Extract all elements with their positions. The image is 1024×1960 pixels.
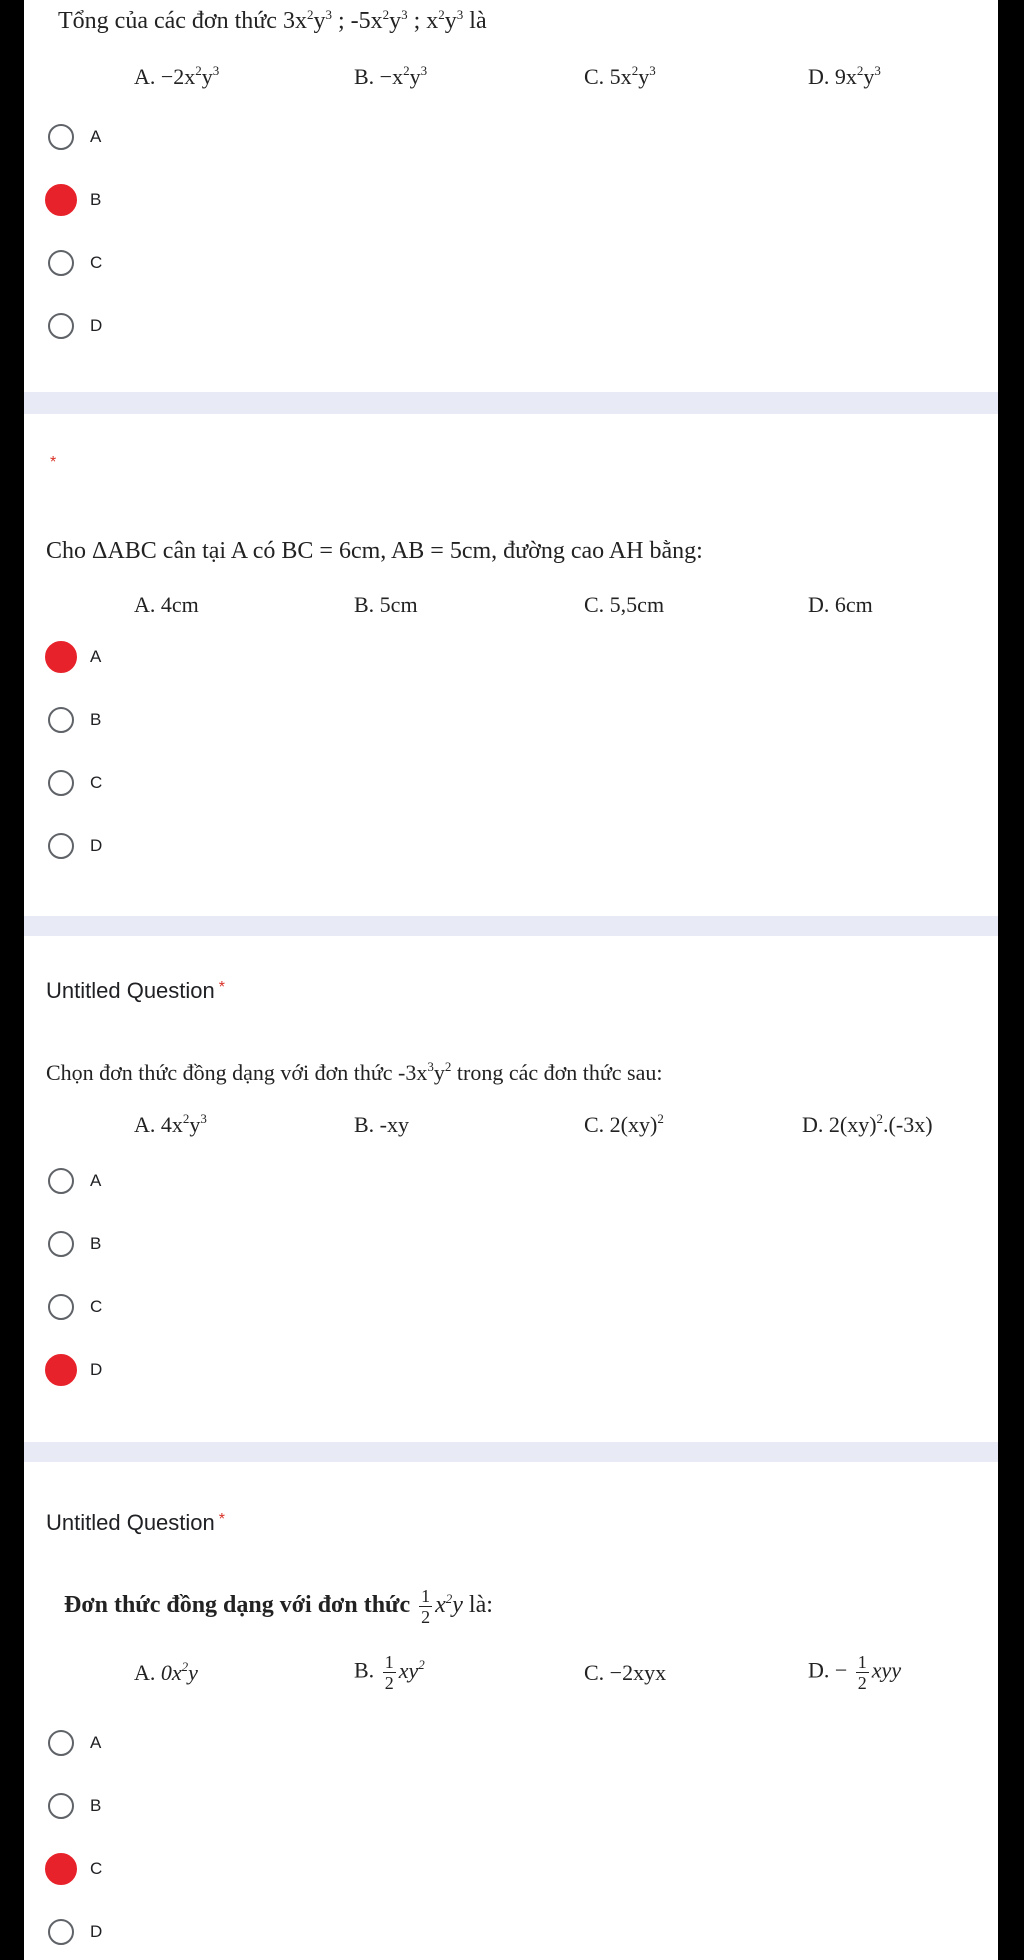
q4-choice-a[interactable] xyxy=(48,1726,101,1760)
choice-label: C xyxy=(90,253,103,272)
radio-button[interactable] xyxy=(48,1168,74,1194)
form-page xyxy=(24,0,998,1960)
q2-choice-a[interactable] xyxy=(48,640,101,674)
q4-choice-c[interactable] xyxy=(48,1852,102,1886)
radio-button[interactable] xyxy=(48,1793,74,1819)
q4-choice-b[interactable] xyxy=(48,1789,101,1823)
radio-button[interactable] xyxy=(48,833,74,859)
question-1-option-d: D. $9x^2y^3$ xyxy=(808,63,881,89)
question-1-option-b: B. $-x^2y^3$ xyxy=(354,63,428,89)
q1-choice-d[interactable] xyxy=(48,309,102,343)
q3-choice-a[interactable] xyxy=(48,1164,101,1198)
radio-button-selected[interactable] xyxy=(45,1853,77,1885)
radio-button[interactable] xyxy=(48,1294,74,1320)
radio-button-selected[interactable] xyxy=(45,1354,77,1386)
choice-label: A xyxy=(90,1171,102,1190)
radio-button[interactable] xyxy=(48,770,74,796)
question-1-prompt: Tổng của các đơn thức $3x^2y^3$ ; $-5x^2y^3$ ; $x^2y^3$ là xyxy=(58,7,487,34)
question-3-prompt: Chọn đơn thức đồng dạng với đơn thức $-3x^3y^2$ trong các đơn thức sau: xyxy=(46,1059,663,1085)
question-3-title: Untitled Question * xyxy=(46,978,225,1003)
choice-label: B xyxy=(90,1234,102,1253)
choice-label: B xyxy=(90,1796,102,1815)
q2-choice-b[interactable] xyxy=(48,703,101,737)
choice-label: D xyxy=(90,836,103,855)
question-3-option-c: C. 2(xy)$^2$ xyxy=(584,1111,664,1137)
required-mark: * xyxy=(50,454,57,471)
question-1-option-a: A. $-2x^2y^3$ xyxy=(134,63,220,89)
radio-button[interactable] xyxy=(48,707,74,733)
q2-choice-c[interactable] xyxy=(48,766,102,800)
q3-choice-c[interactable] xyxy=(48,1290,102,1324)
question-2-option-d: D. 6cm xyxy=(808,592,873,617)
choice-label: C xyxy=(90,773,103,792)
radio-button[interactable] xyxy=(48,1919,74,1945)
choice-label: D xyxy=(90,1360,103,1379)
q2-choice-d[interactable] xyxy=(48,829,102,863)
question-2-option-a: A. 4cm xyxy=(134,592,199,617)
q1-choice-b[interactable] xyxy=(48,183,101,217)
choice-label: C xyxy=(90,1297,103,1316)
choice-label: D xyxy=(90,316,103,335)
question-card-2 xyxy=(24,414,998,916)
choice-label: A xyxy=(90,127,102,146)
question-3-option-b: B. -xy xyxy=(354,1112,409,1137)
radio-button[interactable] xyxy=(48,1231,74,1257)
choice-label: D xyxy=(90,1922,103,1941)
question-4-option-b: B. $\frac{1}{2}$ $xy^2$ xyxy=(354,1652,425,1693)
choice-label: B xyxy=(90,190,102,209)
question-4-title: Untitled Question * xyxy=(46,1510,225,1535)
q4-choice-d[interactable] xyxy=(48,1915,102,1949)
question-4-option-c: C. −2xyx xyxy=(584,1660,667,1685)
question-2-prompt: Cho ΔABC cân tại A có BC = 6cm, AB = 5cm, đường cao AH bằng: xyxy=(46,538,703,564)
radio-button[interactable] xyxy=(48,250,74,276)
q1-choice-c[interactable] xyxy=(48,246,102,280)
choice-label: B xyxy=(90,710,102,729)
question-3-option-a: A. $4x^2y^3$ xyxy=(134,1111,207,1137)
q1-choice-a[interactable] xyxy=(48,120,101,154)
question-2-option-b: B. 5cm xyxy=(354,592,418,617)
question-4-option-d: D. − $\frac{1}{2}$ xyy xyxy=(808,1652,902,1693)
radio-button[interactable] xyxy=(48,313,74,339)
choice-label: A xyxy=(90,1733,102,1752)
radio-button-selected[interactable] xyxy=(45,184,77,216)
choice-label: A xyxy=(90,647,102,666)
question-card-3 xyxy=(24,936,998,1442)
q3-choice-d[interactable] xyxy=(48,1353,102,1387)
q3-choice-b[interactable] xyxy=(48,1227,101,1261)
radio-button[interactable] xyxy=(48,1730,74,1756)
radio-button-selected[interactable] xyxy=(45,641,77,673)
question-card-4 xyxy=(24,1462,998,1960)
question-4-option-a: A. $0x^2y$ xyxy=(134,1659,198,1685)
question-card-1 xyxy=(24,0,998,392)
question-3-option-d: D. 2(xy)$^2$.(-3x) xyxy=(802,1111,933,1137)
question-1-option-c: C. $5x^2y^3$ xyxy=(584,63,656,89)
question-2-option-c: C. 5,5cm xyxy=(584,592,665,617)
choice-label: C xyxy=(90,1859,103,1878)
radio-button[interactable] xyxy=(48,124,74,150)
question-4-prompt: Đơn thức đồng dạng với đơn thức $\frac{1}{2}$ $x^2y$ là: xyxy=(64,1586,493,1627)
